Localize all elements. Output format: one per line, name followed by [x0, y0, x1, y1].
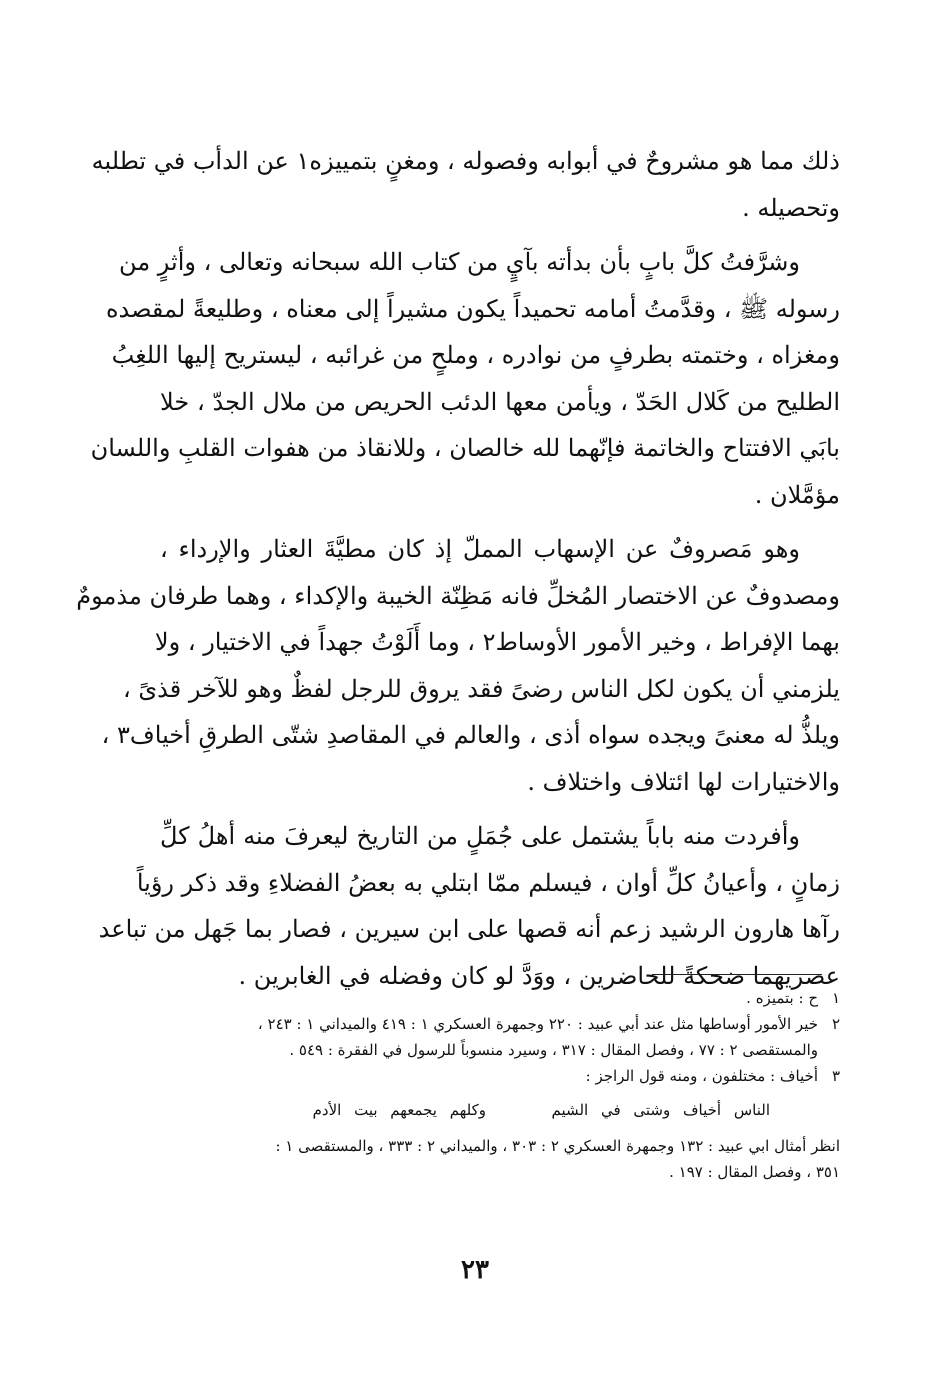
- footnote-text: ح : بتميزه .: [746, 989, 818, 1007]
- text-line: زمانٍ ، وأعيانُ كلِّ أوان ، فيسلم ممّا ابتلي به بعضُ الفضلاءِ وقد ذكر رؤياً: [136, 868, 840, 897]
- text-line: والاختيارات لها ائتلاف واختلاف .: [527, 767, 840, 796]
- paragraph-2: [90, 239, 840, 518]
- text-line: عصريهما ضحكةً للحاضرين ، ووَدَّ لو كان وفضله في الغابرين .: [238, 961, 840, 990]
- footnote-3: [160, 1063, 840, 1089]
- paragraph-3: [76, 526, 840, 805]
- text-line: وهو مَصروفٌ عن الإسهاب المملّ إذ كان مطيَّةَ العثار والإرداء ،: [160, 535, 800, 563]
- paragraph-4: [98, 813, 840, 999]
- text-line: بابَي الافتتاح والخاتمة فإنّهما لله خالصان ، وللانقاذ من هفوات القلبِ واللسان: [90, 434, 840, 462]
- footnote-1: [160, 985, 840, 1011]
- footnotes: [160, 985, 840, 1185]
- text-line: وشرَّفتُ كلَّ بابٍ بأن بدأته بآيٍ من كتاب الله سبحانه وتعالى ، وأثرٍ من: [119, 248, 800, 276]
- text-line: وأفردت منه باباً يشتمل على جُمَلٍ من التاريخ ليعرفَ منه أهلُ كلِّ: [160, 822, 800, 850]
- text-line: ويلذُّ له معنىً ويجده سواه أذى ، والعالم في المقاصدِ شتّى الطرقِ أخياف٣ ،: [101, 721, 840, 749]
- verse-second-hemistich: وكلهم يجمعهم بيت الأدم: [312, 1101, 486, 1119]
- footnote-text: أخياف : مختلفون ، ومنه قول الراجز :: [585, 1067, 818, 1085]
- text-line: ومصدوفٌ عن الاختصار المُخلِّ فانه مَظِنّة الخيبة والإكداء ، وهما طرفان مذمومٌ: [76, 581, 840, 610]
- footnote-reference-line: ٣٥١ ، وفصل المقال : ١٩٧ .: [669, 1163, 840, 1181]
- text-line: ومغزاه ، وختمته بطرفٍ من نوادره ، وملحٍ من غرائبه ، ليستريح إليها اللغِبُ: [111, 341, 840, 369]
- footnote-number: ٢: [831, 1015, 840, 1033]
- footnote-2: [160, 1011, 840, 1037]
- text-line: ذلك مما هو مشروحٌ في أبوابه وفصوله ، ومغنٍ بتمييزه١ عن الدأب في تطلبه: [91, 147, 840, 175]
- paragraph-1: [91, 138, 840, 231]
- footnote-2-continuation: والمستقصى ٢ : ٧٧ ، وفصل المقال : ٣١٧ ، وسيرد منسوباً للرسول في الفقرة : ٥٤٩ .: [289, 1041, 818, 1059]
- footnote-text: خير الأمور أوساطها مثل عند أبي عبيد : ٢٢٠ وجمهرة العسكري ١ : ٤١٩ والميداني ١ : ٢٤٣ ،: [257, 1015, 818, 1033]
- text-line: الطليح من كَلال الحَدّ ، ويأمن معها الدئب الحريص من ملال الجدّ ، خلا: [160, 387, 840, 416]
- text-line: يلزمني أن يكون لكل الناس رضىً فقد يروق للرجل لفظٌ وهو للآخر قذىً ،: [123, 674, 840, 703]
- footnote-divider: [652, 974, 822, 975]
- text-line: رآها هارون الرشيد زعم أنه قصها على ابن سيرين ، فصار بما جَهل من تباعد: [98, 915, 840, 943]
- text-line: وتحصيله .: [742, 193, 840, 222]
- verse: [160, 1097, 840, 1123]
- body-text: [76, 138, 840, 999]
- text-line: رسوله ﷺ ، وقدَّمتُ أمامه تحميداً يكون مشيراً إلى معناه ، وطليعةً لمقصده: [105, 294, 840, 323]
- footnote-number: ٣: [831, 1067, 840, 1085]
- text-line: مؤمَّلان .: [754, 480, 840, 509]
- footnote-reference-line: انظر أمثال ابي عبيد : ١٣٢ وجمهرة العسكري ٢ : ٣٠٣ ، والميداني ٢ : ٣٣٣ ، والمستقصى ١ :: [275, 1137, 840, 1155]
- footnote-number: ١: [831, 989, 840, 1007]
- verse-first-hemistich: الناس أخياف وشتى في الشيم: [551, 1101, 770, 1119]
- page-number: ٢٣: [461, 1255, 489, 1285]
- text-line: بهما الإفراط ، وخير الأمور الأوساط٢ ، وما أَلَوْتُ جهداً في الاختيار ، ولا: [154, 628, 840, 656]
